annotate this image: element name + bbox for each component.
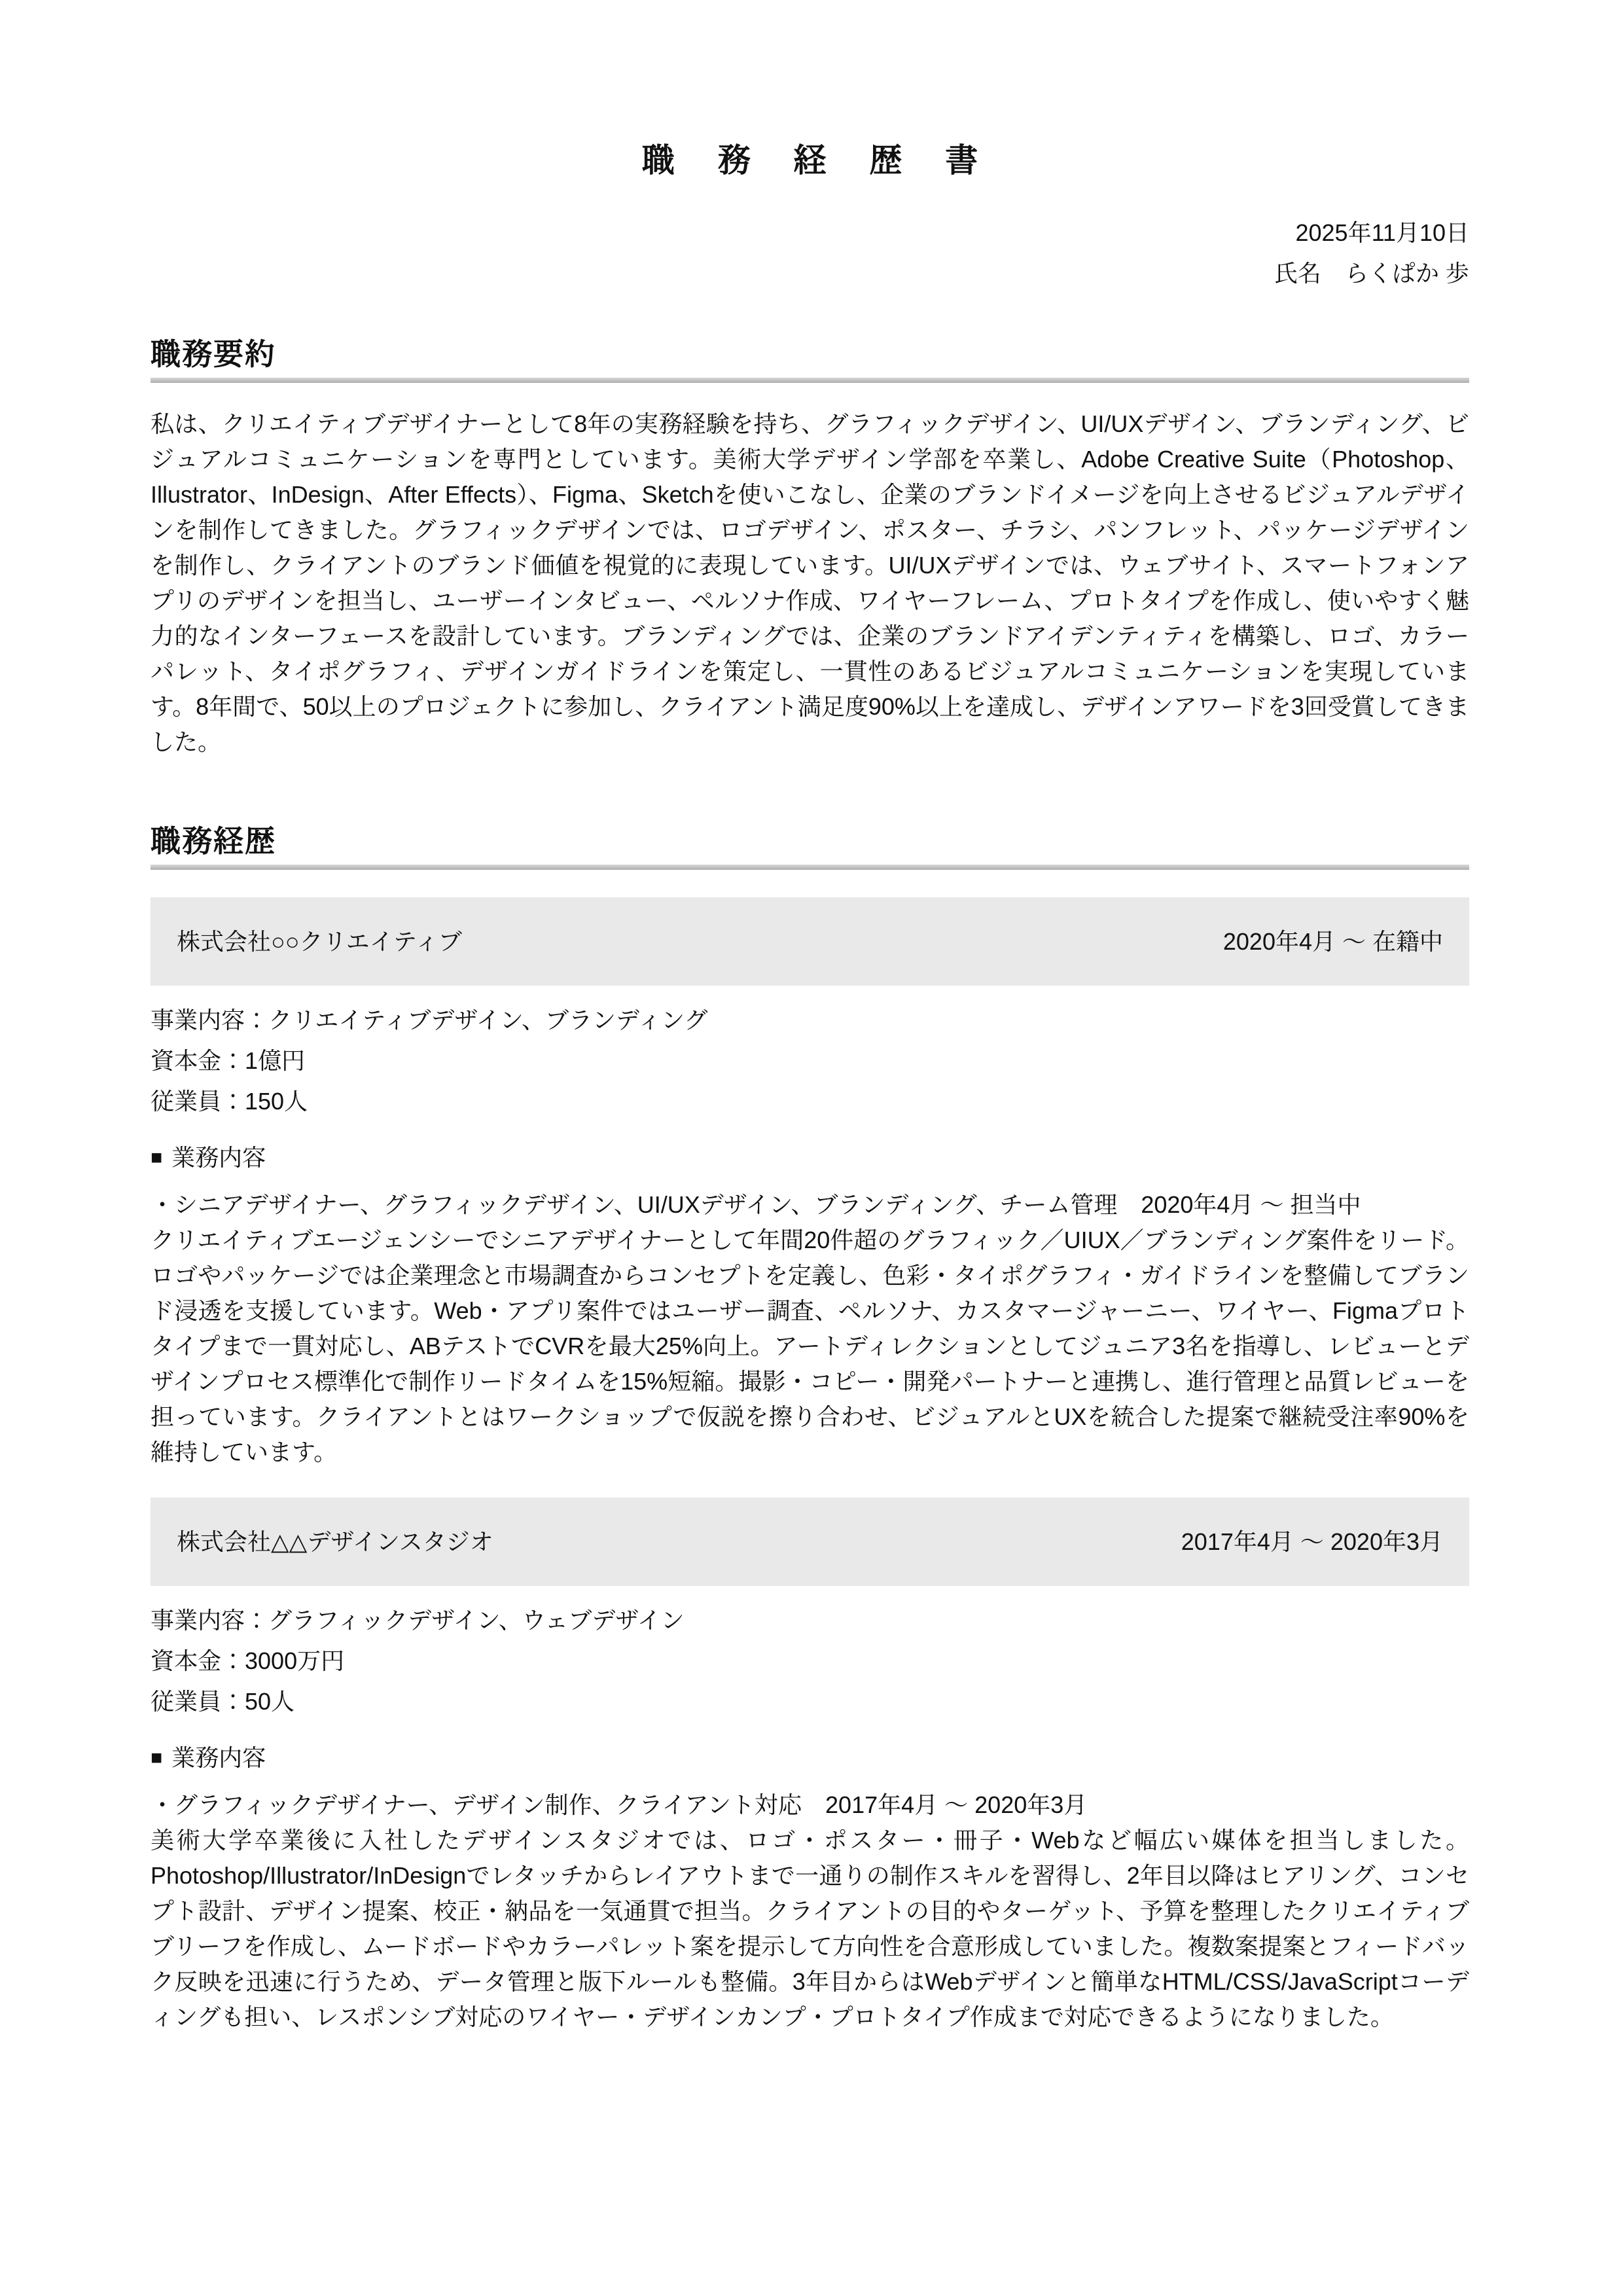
company-business-line: 事業内容：クリエイティブデザイン、ブランディング xyxy=(151,1007,708,1033)
company-capital-line: 資本金：3000万円 xyxy=(151,1647,345,1674)
work-history-section xyxy=(151,825,1469,2035)
meta-block xyxy=(151,213,1469,294)
work-description: クリエイティブエージェンシーでシニアデザイナーとして年間20件超のグラフィック／UIUX／ブランディング案件をリード。ロゴやパッケージでは企業理念と市場調査からコンセプトを定義し、色彩・タイポグラフィ・ガイドラインを整備してブランド浸透を支援しています。Web・アプリ案件ではユーザー調査、ペルソナ、カスタマージャーニー、ワイヤー、Figmaプロトタイプまで一貫対応し、ABテストでCVRを最大25%向上。アートディレクションとしてジュニア3名を指導し、レビューとデザインプロセス標準化で制作リードタイムを15%短縮。撮影・コピー・開発パートナーと連携し、進行管理と品質レビューを担っています。クライアントとはワークショップで仮説を擦り合わせ、ビジュアルとUXを統合した提案で継続受注率90%を維持しています。 xyxy=(151,1227,1470,1465)
summary-section xyxy=(151,338,1469,760)
company-name: 株式会社○○クリエイティブ xyxy=(177,927,462,955)
work-content-label xyxy=(151,1140,1469,1175)
role-line: ・シニアデザイナー、グラフィックデザイン、UI/UXデザイン、ブランディング、チーム管理 2020年4月 ～ 担当中 xyxy=(151,1191,1361,1218)
company-employees-line: 従業員：150人 xyxy=(151,1088,308,1115)
company-capital-line: 資本金：1億円 xyxy=(151,1047,306,1074)
company-details xyxy=(151,1000,1469,1122)
name-line xyxy=(151,253,1469,294)
work-content-text: 業務内容 xyxy=(171,1744,266,1771)
name-label: 氏名 xyxy=(1274,260,1321,287)
name-value: らくぱか 歩 xyxy=(1344,260,1469,287)
work-description: 美術大学卒業後に入社したデザインスタジオでは、ロゴ・ポスター・冊子・Webなど幅広い媒体を担当しました。Photoshop/Illustrator/InDesignでレタッチからレイアウトまで一通りの制作スキルを習得し、2年目以降はヒアリング、コンセプト設計、デザイン提案、校正・納品を一気通貫で担当。クライアントの目的やターゲット、予算を整理したクリエイティブブリーフを作成し、ムードボードやカラーパレット案を提示して方向性を合意形成していました。複数案提案とフィードバック反映を迅速に行うため、データ管理と版下ルールも整備。3年目からはWebデザインと簡単なHTML/CSS/JavaScriptコーディングも担い、レスポンシブ対応のワイヤー・デザインカンプ・プロトタイプ作成まで対応できるようになりました。 xyxy=(151,1827,1470,2030)
company-name: 株式会社△△デザインスタジオ xyxy=(177,1528,493,1555)
company-details xyxy=(151,1600,1469,1722)
date-line: 2025年11月10日 xyxy=(1295,219,1469,246)
company-header-bar xyxy=(151,1498,1469,1586)
company-period: 2020年4月 ～ 在籍中 xyxy=(1222,927,1443,955)
square-bullet-icon: ■ xyxy=(151,1747,163,1768)
history-heading: 職務経歴 xyxy=(151,824,276,858)
company-entry xyxy=(151,1498,1469,2035)
company-entry xyxy=(151,897,1469,1470)
company-header-bar xyxy=(151,897,1469,986)
heading-rule xyxy=(151,378,1469,383)
company-employees-line: 従業員：50人 xyxy=(151,1688,295,1715)
page-title: 職 務 経 歴 書 xyxy=(641,142,995,179)
work-content-label xyxy=(151,1740,1469,1776)
summary-heading: 職務要約 xyxy=(151,337,276,371)
company-period: 2017年4月 ～ 2020年3月 xyxy=(1181,1528,1443,1555)
company-business-line: 事業内容：グラフィックデザイン、ウェブデザイン xyxy=(151,1607,685,1634)
work-content-text: 業務内容 xyxy=(171,1144,266,1171)
square-bullet-icon: ■ xyxy=(151,1147,163,1168)
summary-paragraph: 私は、クリエイティブデザイナーとして8年の実務経験を持ち、グラフィックデザイン、UI/UXデザイン、ブランディング、ビジュアルコミュニケーションを専門としています。美術大学デザイン学部を卒業し、Adobe Creative Suite（Photoshop、Illustrator、InDesign、After Effects）、Figma、Sketchを使いこなし、企業のブランドイメージを向上させるビジュアルデザインを制作してきました。グラフィックデザインでは、ロゴデザイン、ポスター、チラシ、パンフレット、パッケージデザインを制作し、クライアントのブランド価値を視覚的に表現しています。UI/UXデザインでは、ウェブサイト、スマートフォンアプリのデザインを担当し、ユーザーインタビュー、ペルソナ作成、ワイヤーフレーム、プロトタイプを作成し、使いやすく魅力的なインターフェースを設計しています。ブランディングでは、企業のブランドアイデンティティを構築し、ロゴ、カラーパレット、タイポグラフィ、デザインガイドラインを策定し、一貫性のあるビジュアルコミュニケーションを実現しています。8年間で、50以上のプロジェクトに参加し、クライアント満足度90%以上を達成し、デザインアワードを3回受賞してきました。 xyxy=(151,410,1469,755)
role-line: ・グラフィックデザイナー、デザイン制作、クライアント対応 2017年4月 ～ 2020年3月 xyxy=(151,1791,1088,1818)
heading-rule xyxy=(151,865,1469,870)
